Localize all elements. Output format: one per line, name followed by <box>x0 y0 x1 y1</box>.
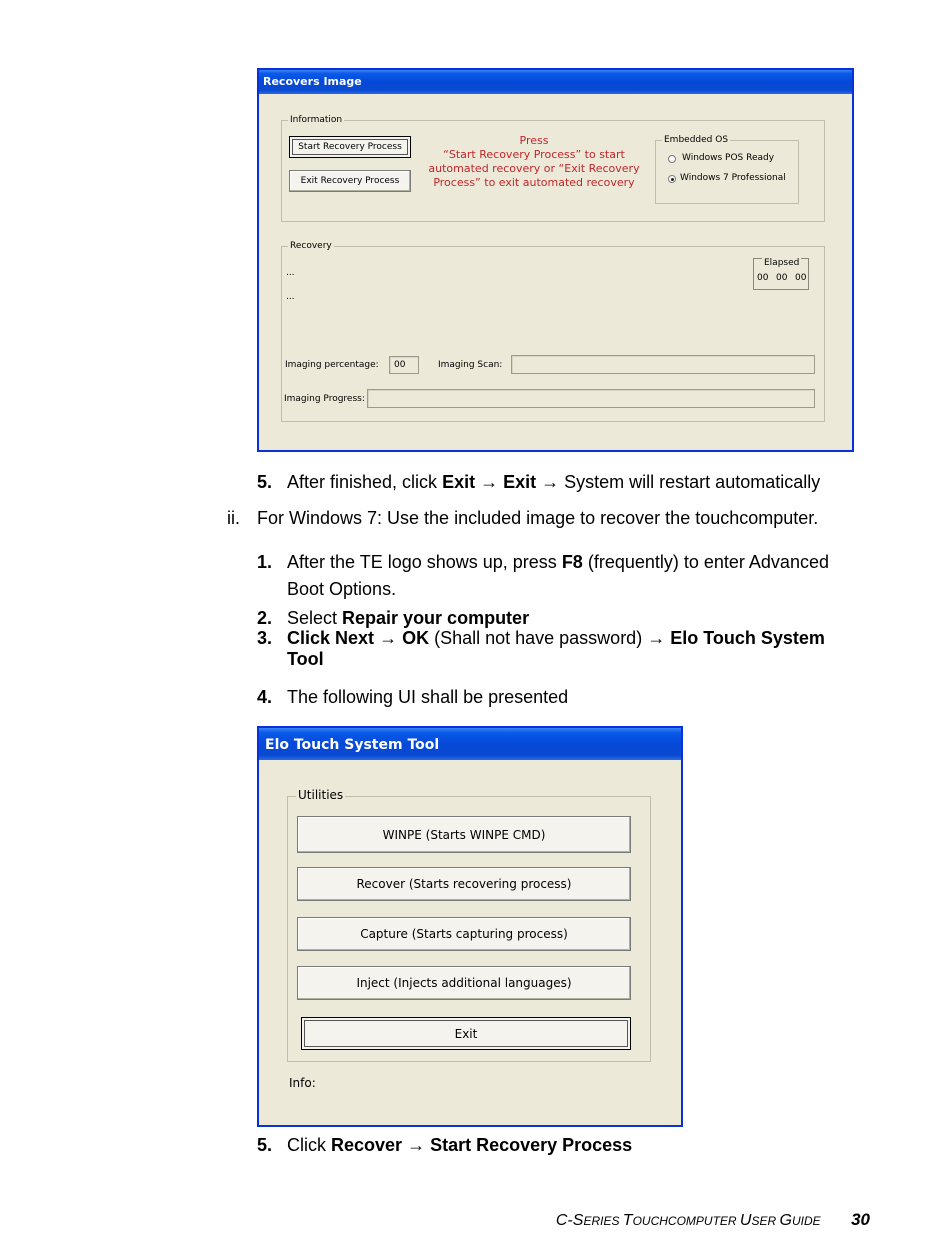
elo-tool-title: Elo Touch System Tool <box>265 737 440 753</box>
capture-button[interactable]: Capture (Starts capturing process) <box>297 917 631 951</box>
elo-touch-system-tool-window <box>257 726 683 1127</box>
message-line-3: automated recovery or “Exit Recovery <box>428 162 640 175</box>
recovery-status-1: ... <box>286 268 295 278</box>
footer-title-part: U <box>739 1212 752 1229</box>
step-1-key: F8 <box>561 552 583 572</box>
imaging-scan-bar <box>511 355 815 374</box>
message-line-1: Press <box>519 134 549 147</box>
imaging-scan-label: Imaging Scan: <box>438 360 503 370</box>
recovers-image-title: Recovers Image <box>263 75 362 88</box>
footer-title-part: G <box>779 1212 792 1229</box>
message-line-2: “Start Recovery Process” to start <box>443 148 625 161</box>
step-5b-text-a: Click <box>287 1135 331 1155</box>
imaging-progress-bar <box>367 389 815 408</box>
imaging-percentage-label: Imaging percentage: <box>285 360 379 370</box>
recovers-image-titlebar[interactable] <box>259 70 852 94</box>
elapsed-seconds: 00 <box>795 273 807 283</box>
information-legend: Information <box>290 115 343 125</box>
message-line-4: Process” to exit automated recovery <box>433 176 635 189</box>
instruction-message <box>419 134 649 190</box>
recovery-status-2: ... <box>286 292 295 302</box>
step-5-text-b: System will restart automatically <box>564 472 821 492</box>
step-4-text: The following UI shall be presented <box>287 687 569 707</box>
section-ii-text: For Windows 7: Use the included image to recover the touchcomputer. <box>257 508 819 528</box>
step-2-text-b: Repair your computer <box>342 608 530 628</box>
arrow-icon: → <box>379 628 398 648</box>
elo-tool-titlebar[interactable] <box>259 728 681 760</box>
exit-button[interactable]: Exit <box>301 1017 631 1050</box>
recovery-legend: Recovery <box>290 241 332 251</box>
step-5-exit-1: Exit <box>442 472 476 492</box>
step-3-tool: Tool <box>287 649 324 669</box>
step-5-exit-2: Exit <box>503 472 537 492</box>
exit-recovery-button[interactable]: Exit Recovery Process <box>289 170 411 192</box>
winpe-button[interactable]: WINPE (Starts WINPE CMD) <box>297 816 631 853</box>
recovers-image-window <box>257 68 854 452</box>
os-option-2-label: Windows 7 Professional <box>680 173 786 183</box>
elapsed-box <box>753 258 809 290</box>
arrow-icon: → <box>541 472 560 492</box>
arrow-icon: → <box>407 1135 426 1155</box>
step-5-number: 5. <box>257 472 273 492</box>
inject-button[interactable]: Inject (Injects additional languages) <box>297 966 631 1000</box>
step-3-text-c: (Shall not have password) <box>429 628 648 648</box>
imaging-percentage-value: 00 <box>394 360 406 370</box>
step-3-click-next: Click Next <box>287 628 375 648</box>
step-1-text-a: After the TE logo shows up, press <box>287 552 562 572</box>
footer-title-part: SER <box>751 1214 780 1228</box>
radio-windows-7-professional[interactable] <box>668 175 676 183</box>
step-3-ok: OK <box>402 628 430 648</box>
page-number: 30 <box>851 1210 870 1229</box>
arrow-icon: → <box>647 628 666 648</box>
recover-button[interactable]: Recover (Starts recovering process) <box>297 867 631 901</box>
step-5b-start-recovery: Start Recovery Process <box>430 1135 633 1155</box>
footer-title-part: C-S <box>555 1212 584 1229</box>
info-label: Info: <box>289 1076 316 1090</box>
step-1-text-c: Boot Options. <box>287 579 397 599</box>
utilities-legend: Utilities <box>298 788 344 802</box>
imaging-progress-label: Imaging Progress: <box>284 394 365 404</box>
step-3-number: 3. <box>257 628 273 648</box>
step-3-elo-tool: Elo Touch System <box>670 628 825 648</box>
elapsed-minutes: 00 <box>776 273 788 283</box>
step-1-number: 1. <box>257 552 273 572</box>
step-5b-recover: Recover <box>331 1135 403 1155</box>
footer-title-part: T <box>622 1212 633 1229</box>
elapsed-label: Elapsed <box>764 258 800 268</box>
step-5-text-a: After finished, click <box>287 472 443 492</box>
arrow-icon: → <box>480 472 499 492</box>
footer-title <box>556 1212 821 1229</box>
embedded-os-legend: Embedded OS <box>664 135 729 145</box>
elapsed-hours: 00 <box>757 273 769 283</box>
step-4-number: 4. <box>257 687 273 707</box>
footer-title-part: UIDE <box>791 1214 821 1228</box>
embedded-os-group <box>655 135 799 204</box>
step-2-number: 2. <box>257 608 273 628</box>
footer <box>480 1210 870 1230</box>
imaging-percentage-field <box>389 356 419 374</box>
step-5b-number: 5. <box>257 1135 273 1155</box>
footer-title-part: ERIES <box>583 1214 623 1228</box>
step-1-text-b: (frequently) to enter Advanced <box>582 552 829 572</box>
radio-windows-pos-ready[interactable] <box>668 155 676 163</box>
start-recovery-button[interactable]: Start Recovery Process <box>289 136 411 158</box>
os-option-1-label: Windows POS Ready <box>682 153 775 163</box>
section-ii-marker: ii. <box>227 508 240 528</box>
step-2-text-a: Select <box>287 608 343 628</box>
footer-title-part: OUCHCOMPUTER <box>632 1214 740 1228</box>
